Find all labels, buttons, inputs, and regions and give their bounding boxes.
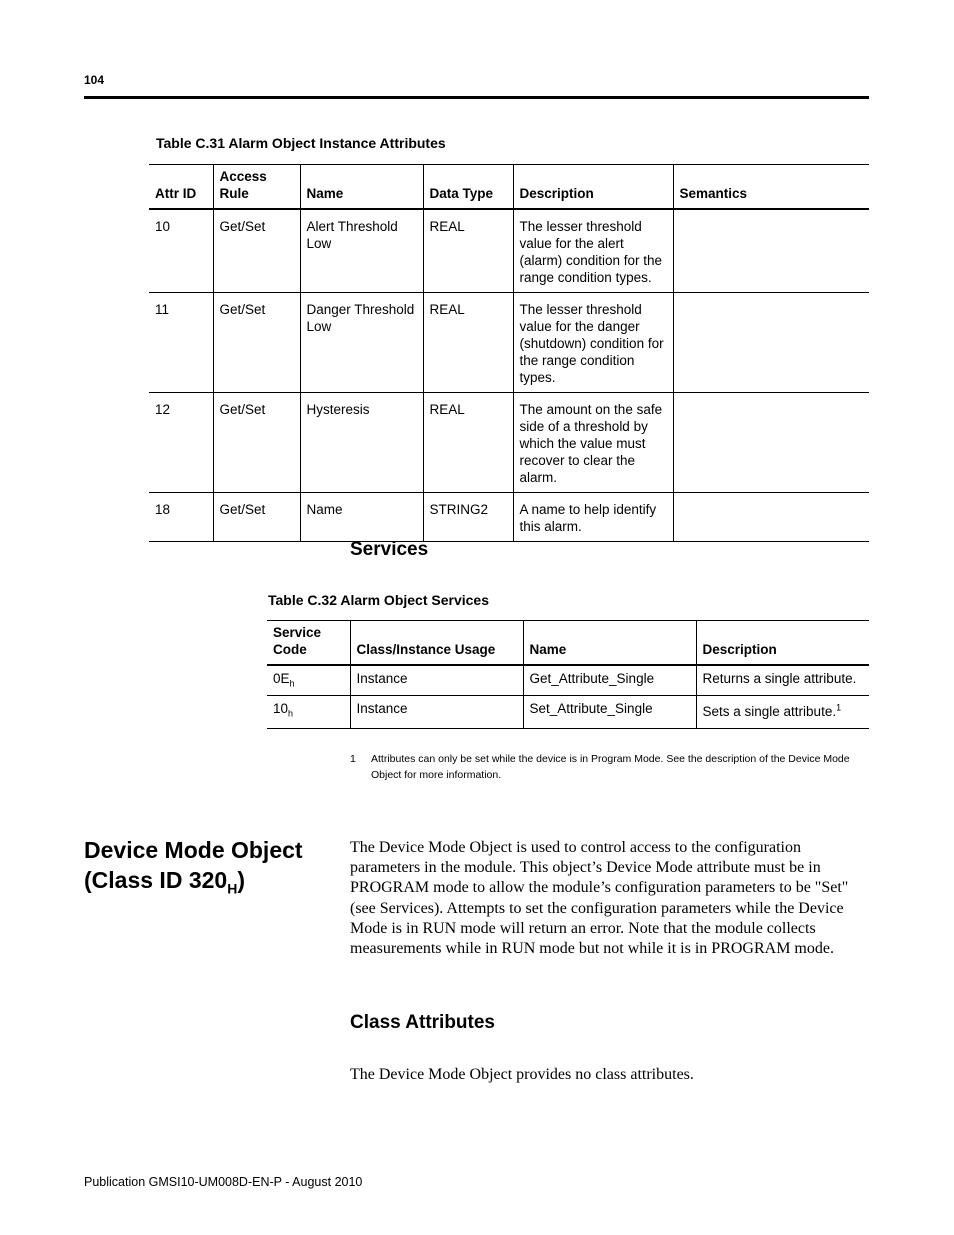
- cell-attr-id: 12: [149, 393, 213, 493]
- table-row: [149, 293, 869, 393]
- cell-description: The amount on the safe side of a threshold by which the value must recover to clear the alarm.: [513, 393, 673, 493]
- cell-description: The lesser threshold value for the alert (alarm) condition for the range condition types.: [513, 209, 673, 293]
- cell-description: Sets a single attribute.$^1$: [696, 696, 869, 729]
- cell-service-code: $10_h$: [267, 696, 350, 729]
- cell-attr-id: 11: [149, 293, 213, 393]
- cell-description: Returns a single attribute.: [696, 665, 869, 696]
- cell-access-rule: Get/Set: [213, 293, 300, 393]
- cell-description: The lesser threshold value for the danger (shutdown) condition for the range condition types.: [513, 293, 673, 393]
- cell-access-rule: Get/Set: [213, 493, 300, 542]
- table-c32-caption: Table C.32 Alarm Object Services: [268, 592, 489, 608]
- col-header-attr-id: Attr ID: [149, 165, 213, 210]
- table-c31-caption: Table C.31 Alarm Object Instance Attributes: [156, 135, 446, 151]
- footnote-reference: 1: [836, 702, 842, 713]
- cell-data-type: REAL: [423, 209, 513, 293]
- cell-name: Name: [300, 493, 423, 542]
- cell-semantics: [673, 209, 869, 293]
- col-header-data-type: Data Type: [423, 165, 513, 210]
- cell-name: Danger Threshold Low: [300, 293, 423, 393]
- cell-data-type: REAL: [423, 293, 513, 393]
- cell-service-code: $0E_h$: [267, 665, 350, 696]
- footnote-number: 1: [350, 753, 356, 765]
- class-attributes-text: The Device Mode Object provides no class attributes.: [350, 1066, 694, 1083]
- footnote-text: Attributes can only be set while the device is in Program Mode. See the description of the Device Mode Object for more information.: [371, 753, 850, 781]
- cell-attr-id: 18: [149, 493, 213, 542]
- col-header-description: Description: [513, 165, 673, 210]
- cell-access-rule: Get/Set: [213, 209, 300, 293]
- col-header-name: Name: [300, 165, 423, 210]
- publication-footer: Publication GMSI10-UM008D-EN-P - August 2010: [84, 1175, 363, 1189]
- device-mode-description: The Device Mode Object is used to control access to the configuration parameters in the module. This object’s Device Mode attribute must be in PROGRAM mode to allow the module’s configuration parameters to be "Set" (see Services). Attempts to set the configuration parameters while the Device Mode is in RUN mode will return an error. Note that the module collects measurements while in RUN mode but not while it is in PROGRAM mode.: [350, 839, 849, 958]
- cell-semantics: [673, 293, 869, 393]
- table-row: [267, 696, 869, 729]
- table-header-row: [149, 165, 869, 210]
- cell-name: Hysteresis: [300, 393, 423, 493]
- col-header-service-code: Service Code: [267, 621, 350, 666]
- col-header-name: Name: [523, 621, 696, 666]
- class-attributes-heading: Class Attributes: [350, 1012, 495, 1033]
- cell-data-type: REAL: [423, 393, 513, 493]
- cell-name: Set_Attribute_Single: [523, 696, 696, 729]
- table-row: [267, 665, 869, 696]
- cell-access-rule: Get/Set: [213, 393, 300, 493]
- page-number: 104: [84, 73, 105, 87]
- device-mode-object-title: Device Mode Object (Class ID $320_H$): [84, 837, 303, 897]
- cell-data-type: STRING2: [423, 493, 513, 542]
- table-row: [149, 393, 869, 493]
- services-heading: Services: [350, 539, 429, 560]
- cell-usage: Instance: [350, 696, 523, 729]
- cell-usage: Instance: [350, 665, 523, 696]
- cell-semantics: [673, 393, 869, 493]
- table-header-row: [267, 621, 869, 666]
- col-header-description: Description: [696, 621, 869, 666]
- col-header-access-rule: Access Rule: [213, 165, 300, 210]
- cell-name: Get_Attribute_Single: [523, 665, 696, 696]
- table-row: [149, 209, 869, 293]
- alarm-instance-attributes-table: [149, 164, 869, 542]
- col-header-semantics: Semantics: [673, 165, 869, 210]
- header-rule: [84, 96, 869, 99]
- col-header-usage: Class/Instance Usage: [350, 621, 523, 666]
- footnote: [350, 751, 870, 783]
- alarm-services-table: [267, 620, 869, 729]
- cell-name: Alert Threshold Low: [300, 209, 423, 293]
- cell-attr-id: 10: [149, 209, 213, 293]
- cell-semantics: [673, 493, 869, 542]
- cell-description: A name to help identify this alarm.: [513, 493, 673, 542]
- table-row: [149, 493, 869, 542]
